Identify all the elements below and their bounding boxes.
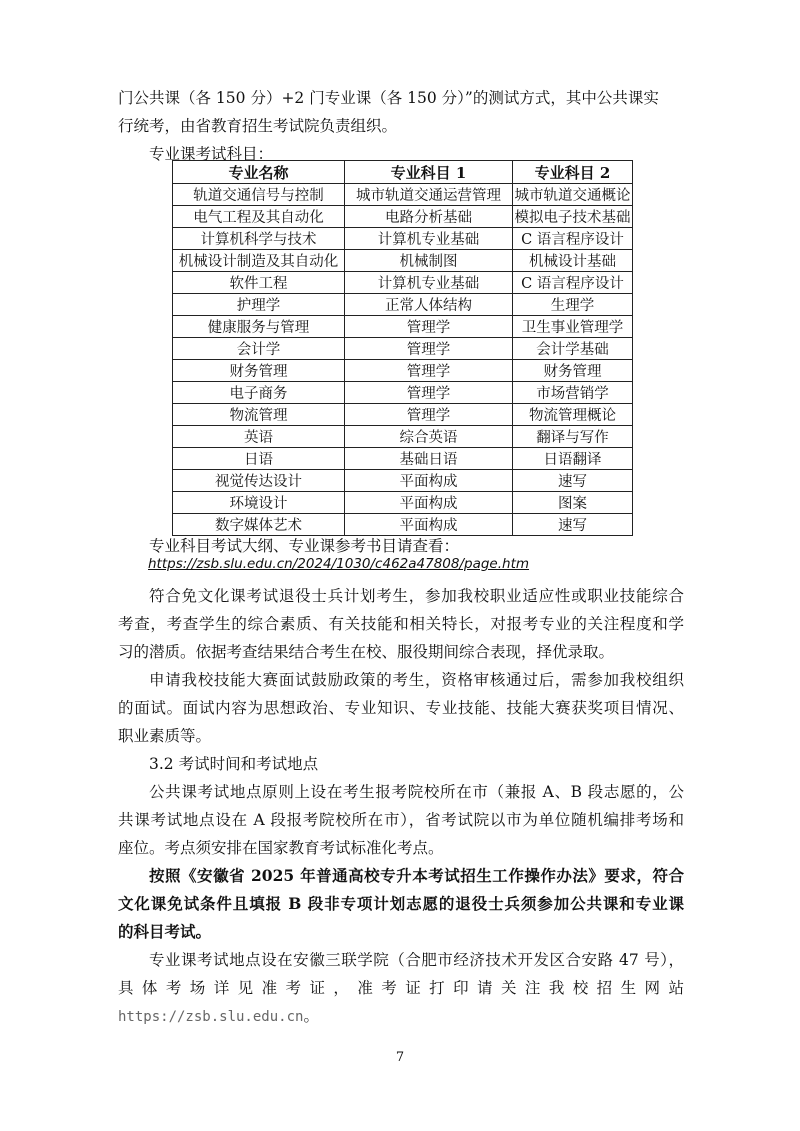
final-line-3 — [118, 1002, 684, 1031]
table-row — [173, 250, 633, 272]
cell-subject-1: 平面构成 — [345, 492, 513, 514]
location-line-1: 公共课考试地点原则上设在考生报考院校所在市（兼报 A、B 段志愿的，公 — [149, 783, 684, 801]
veterans-line-3: 习的潜质。依据考查结果结合考生在校、服役期间综合表现，择优录取。 — [118, 643, 615, 661]
section-heading: 3.2 考试时间和考试地点 — [149, 755, 319, 773]
cell-major: 日语 — [173, 448, 345, 470]
veterans-line-2: 考查，考查学生的综合素质、有关技能和相关特长，对报考专业的关注程度和学 — [118, 615, 684, 633]
cell-subject-1: 平面构成 — [345, 514, 513, 536]
contest-line-3: 职业素质等。 — [118, 727, 212, 745]
reference-link[interactable]: https://zsb.slu.edu.cn/2024/1030/c462a47808/page.htm — [148, 556, 530, 572]
veterans-line-1: 符合免文化课考试退役士兵计划考生，参加我校职业适应性或职业技能综合 — [149, 587, 684, 605]
cell-major: 轨道交通信号与控制 — [173, 184, 345, 206]
page-number: 7 — [395, 1050, 405, 1065]
cell-subject-2: 速写 — [513, 514, 633, 536]
table-row — [173, 382, 633, 404]
cell-major: 护理学 — [173, 294, 345, 316]
cell-subject-1: 计算机专业基础 — [345, 228, 513, 250]
cell-major: 电子商务 — [173, 382, 345, 404]
cell-major: 机械设计制造及其自动化 — [173, 250, 345, 272]
cell-subject-1: 正常人体结构 — [345, 294, 513, 316]
cell-major: 环境设计 — [173, 492, 345, 514]
intro-paragraph-line-2: 行统考，由省教育招生考试院负责组织。 — [118, 117, 398, 135]
cell-subject-2: 日语翻译 — [513, 448, 633, 470]
cell-subject-2: 翻译与写作 — [513, 426, 633, 448]
cell-major: 健康服务与管理 — [173, 316, 345, 338]
cell-subject-1: 基础日语 — [345, 448, 513, 470]
cell-subject-2: 模拟电子技术基础 — [513, 206, 633, 228]
cell-subject-2: 物流管理概论 — [513, 404, 633, 426]
cell-subject-2: 机械设计基础 — [513, 250, 633, 272]
final-line-2: 具体考场详见准考证，准考证打印请关注我校招生网站 — [118, 979, 684, 997]
cell-subject-2: 市场营销学 — [513, 382, 633, 404]
table-row — [173, 228, 633, 250]
intro-paragraph-line-1: 门公共课（各 150 分）+2 门专业课（各 150 分）”的测试方式，其中公共课实 — [118, 89, 659, 107]
cell-major: 物流管理 — [173, 404, 345, 426]
cell-major: 财务管理 — [173, 360, 345, 382]
bold-requirement-line-2: 文化课免试条件且填报 B 段非专项计划志愿的退役士兵须参加公共课和专业课 — [118, 894, 684, 913]
cell-subject-1: 管理学 — [345, 360, 513, 382]
table-row — [173, 470, 633, 492]
cell-subject-1: 管理学 — [345, 404, 513, 426]
exam-subjects-table — [172, 160, 633, 536]
cell-subject-2: 速写 — [513, 470, 633, 492]
cell-major: 软件工程 — [173, 272, 345, 294]
table-row — [173, 338, 633, 360]
cell-subject-1: 机械制图 — [345, 250, 513, 272]
cell-subject-1: 管理学 — [345, 382, 513, 404]
cell-subject-2: 生理学 — [513, 294, 633, 316]
cell-subject-1: 管理学 — [345, 338, 513, 360]
cell-subject-1: 计算机专业基础 — [345, 272, 513, 294]
bold-requirement-line-1: 按照《安徽省 2025 年普通高校专升本考试招生工作操作办法》要求，符合 — [149, 866, 684, 885]
table-row — [173, 448, 633, 470]
contest-line-2: 的面试。面试内容为思想政治、专业知识、专业技能、技能大赛获奖项目情况、 — [118, 699, 684, 717]
cell-subject-2: 财务管理 — [513, 360, 633, 382]
table-row — [173, 360, 633, 382]
header-subject-1: 专业科目 1 — [345, 161, 513, 184]
table-row — [173, 492, 633, 514]
cell-subject-1: 综合英语 — [345, 426, 513, 448]
table-header-row — [173, 161, 633, 184]
table-row — [173, 206, 633, 228]
table-row — [173, 316, 633, 338]
location-line-2: 共课考试地点设在 A 段报考院校所在市），省考试院以市为单位随机编排考场和 — [118, 811, 684, 829]
header-major: 专业名称 — [173, 161, 345, 184]
final-period: 。 — [303, 1007, 319, 1025]
cell-subject-1: 管理学 — [345, 316, 513, 338]
cell-major: 英语 — [173, 426, 345, 448]
admission-site-link[interactable]: https://zsb.slu.edu.cn — [118, 1009, 304, 1025]
cell-subject-2: 城市轨道交通概论 — [513, 184, 633, 206]
table-row — [173, 184, 633, 206]
cell-subject-2: 会计学基础 — [513, 338, 633, 360]
cell-major: 电气工程及其自动化 — [173, 206, 345, 228]
location-line-3: 座位。考点须安排在国家教育考试标准化考点。 — [118, 839, 444, 857]
cell-subject-2: 图案 — [513, 492, 633, 514]
reference-note: 专业科目考试大纲、专业课参考书目请查看： — [149, 537, 460, 555]
cell-major: 会计学 — [173, 338, 345, 360]
cell-major: 计算机科学与技术 — [173, 228, 345, 250]
table-row — [173, 404, 633, 426]
contest-line-1: 申请我校技能大赛面试鼓励政策的考生，资格审核通过后，需参加我校组织 — [149, 671, 684, 689]
bold-requirement-line-3: 的科目考试。 — [118, 922, 212, 941]
cell-major: 数字媒体艺术 — [173, 514, 345, 536]
table-caption: 专业课考试科目： — [149, 145, 274, 163]
cell-subject-2: 卫生事业管理学 — [513, 316, 633, 338]
table-row — [173, 294, 633, 316]
cell-subject-1: 城市轨道交通运营管理 — [345, 184, 513, 206]
cell-subject-1: 电路分析基础 — [345, 206, 513, 228]
table-row — [173, 272, 633, 294]
cell-subject-2: C 语言程序设计 — [513, 228, 633, 250]
cell-major: 视觉传达设计 — [173, 470, 345, 492]
cell-subject-1: 平面构成 — [345, 470, 513, 492]
cell-subject-2: C 语言程序设计 — [513, 272, 633, 294]
table-row — [173, 426, 633, 448]
header-subject-2: 专业科目 2 — [513, 161, 633, 184]
final-line-1: 专业课考试地点设在安徽三联学院（合肥市经济技术开发区合安路 47 号）， — [149, 951, 684, 969]
